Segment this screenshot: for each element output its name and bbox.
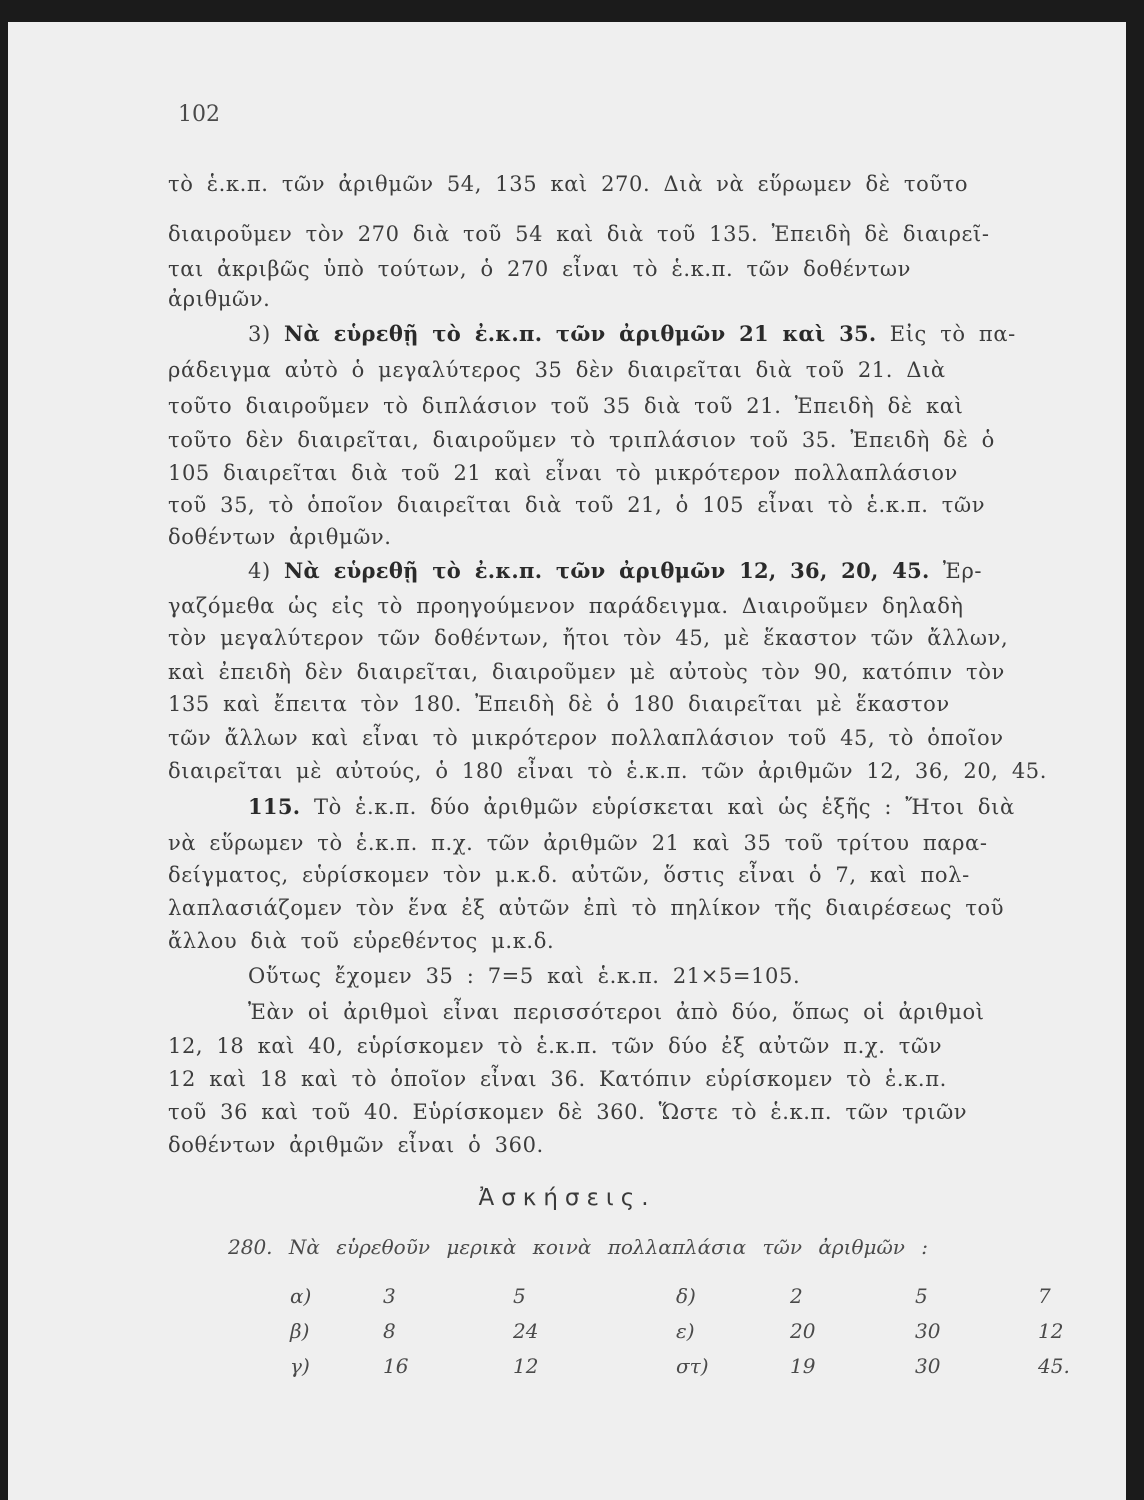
line-text: διαιροῦμεν τὸν 270 διὰ τοῦ 54 καὶ διὰ τοῦ 135. Ἐπειδὴ δὲ διαιρεῖ- (168, 222, 990, 246)
problem-number: 3) (248, 322, 285, 346)
line-text: λαπλασιάζομεν τὸν ἕνα ἐξ αὐτῶν ἐπὶ τὸ πηλίκον τῆς διαιρέσεως τοῦ (168, 896, 1005, 920)
exercise-label: στ) (676, 1354, 709, 1378)
line-text: 12 καὶ 18 καὶ τὸ ὁποῖον εἶναι 36. Κατόπιν εὑρίσκομεν τὸ ἑ.κ.π. (168, 1067, 947, 1091)
problem-first-line (168, 555, 1118, 587)
line-text: ἀριθμῶν. (168, 287, 271, 311)
line-text: τοῦτο δὲν διαιρεῖται, διαιροῦμεν τὸ τριπλάσιον τοῦ 35. Ἐπειδὴ δὲ ὁ (168, 428, 995, 452)
problem-number: 115. (248, 794, 314, 819)
exercise-number: 8 (383, 1319, 396, 1343)
exercise-number: 24 (513, 1319, 539, 1343)
line-text: Εἰς τὸ πα- (876, 322, 1016, 346)
exercise-number: 20 (790, 1319, 816, 1343)
line-text: ται ἀκριβῶς ὑπὸ τούτων, ὁ 270 εἶναι τὸ ἑ.κ.π. τῶν δοθέντων (168, 257, 912, 281)
exercise-number: 7 (1038, 1284, 1051, 1308)
text-line (168, 1097, 1118, 1128)
exercise-label: γ) (290, 1354, 310, 1378)
exercise-number: 12 (513, 1354, 539, 1378)
text-line (168, 893, 1118, 924)
text-line (168, 756, 1118, 787)
text-line (168, 860, 1118, 891)
text-line (168, 657, 1118, 688)
text-line (168, 355, 1118, 386)
page-number: 102 (178, 102, 220, 127)
text-line (168, 828, 1118, 859)
line-text: Οὕτως ἔχομεν 35 : 7=5 καὶ ἑ.κ.π. 21×5=105. (248, 964, 801, 988)
text-line (168, 284, 1118, 315)
exercise-number: 16 (383, 1354, 409, 1378)
exercise-number: 2 (790, 1284, 803, 1308)
exercise-number: 30 (915, 1319, 941, 1343)
exercise-title: 280. Νὰ εὑρεθοῦν μερικὰ κοινὰ πολλαπλάσια τῶν ἀριθμῶν : (228, 1235, 929, 1259)
text-line (168, 1031, 1118, 1062)
exercise-number: 12 (1038, 1319, 1064, 1343)
text-line (168, 219, 1118, 250)
problem-number: 4) (248, 559, 285, 583)
line-text: τοῦ 35, τὸ ὁποῖον διαιρεῖται διὰ τοῦ 21, ὁ 105 εἶναι τὸ ἑ.κ.π. τῶν (168, 493, 986, 517)
text-line (168, 623, 1118, 654)
exercise-label: ε) (676, 1319, 695, 1343)
exercise-number: 3 (383, 1284, 396, 1308)
exercise-label: δ) (676, 1284, 696, 1308)
book-page (8, 22, 1126, 1500)
text-line (168, 458, 1118, 489)
exercise-number: 5 (915, 1284, 928, 1308)
exercises-heading: Ἀσκήσεις. (478, 1185, 656, 1211)
line-text: τὸ ἑ.κ.π. τῶν ἀριθμῶν 54, 135 καὶ 270. Διὰ νὰ εὕρωμεν δὲ τοῦτο (168, 172, 969, 196)
text-line (168, 723, 1118, 754)
text-line (168, 926, 1118, 957)
problem-first-line (168, 791, 1118, 823)
line-text: νὰ εὕρωμεν τὸ ἑ.κ.π. π.χ. τῶν ἀριθμῶν 21 καὶ 35 τοῦ τρίτου παρα- (168, 831, 988, 855)
exercise-number: 19 (790, 1354, 816, 1378)
text-line (168, 591, 1118, 622)
line-text: δοθέντων ἀριθμῶν. (168, 525, 392, 549)
problem-first-line (168, 318, 1118, 350)
exercise-label: α) (290, 1284, 312, 1308)
line-text: τῶν ἄλλων καὶ εἶναι τὸ μικρότερον πολλαπλάσιον τοῦ 45, τὸ ὁποῖον (168, 726, 1004, 750)
text-line (168, 425, 1118, 456)
line-text: ράδειγμα αὐτὸ ὁ μεγαλύτερος 35 δὲν διαιρεῖται διὰ τοῦ 21. Διὰ (168, 358, 946, 382)
text-line (168, 169, 1118, 200)
line-text: δείγματος, εὑρίσκομεν τὸν μ.κ.δ. αὐτῶν, ὅστις εἶναι ὁ 7, καὶ πολ- (168, 863, 970, 887)
text-line (168, 689, 1118, 720)
line-text: ἄλλου διὰ τοῦ εὑρεθέντος μ.κ.δ. (168, 929, 555, 953)
line-text: τοῦτο διαιροῦμεν τὸ διπλάσιον τοῦ 35 διὰ τοῦ 21. Ἐπειδὴ δὲ καὶ (168, 394, 964, 418)
paragraph-first-line (168, 997, 1118, 1028)
exercise-number: 45. (1038, 1354, 1070, 1378)
text-line (168, 1064, 1118, 1095)
line-text: Τὸ ἑ.κ.π. δύο ἀριθμῶν εὑρίσκεται καὶ ὡς ἑξῆς : Ἤτοι διὰ (313, 795, 1015, 819)
line-text: Ἐρ- (929, 559, 983, 583)
text-line (168, 1130, 1118, 1161)
problem-statement: Νὰ εὑρεθῇ τὸ ἐ.κ.π. τῶν ἀριθμῶν 12, 36, 20, 45. (284, 558, 930, 583)
line-text: διαιρεῖται μὲ αὐτούς, ὁ 180 εἶναι τὸ ἑ.κ.π. τῶν ἀριθμῶν 12, 36, 20, 45. (168, 759, 1048, 783)
text-line (168, 254, 1118, 285)
text-line (168, 522, 1118, 553)
line-text: δοθέντων ἀριθμῶν εἶναι ὁ 360. (168, 1133, 544, 1157)
line-text: 135 καὶ ἔπειτα τὸν 180. Ἐπειδὴ δὲ ὁ 180 διαιρεῖται μὲ ἕκαστον (168, 692, 950, 716)
exercise-label: β) (290, 1319, 310, 1343)
problem-statement: Νὰ εὑρεθῇ τὸ ἐ.κ.π. τῶν ἀριθμῶν 21 καὶ 35. (284, 321, 877, 346)
text-line (168, 391, 1118, 422)
exercise-number: 5 (513, 1284, 526, 1308)
line-text: Ἐὰν οἱ ἀριθμοὶ εἶναι περισσότεροι ἀπὸ δύο, ὅπως οἱ ἀριθμοὶ (248, 1000, 985, 1024)
exercise-number: 30 (915, 1354, 941, 1378)
line-text: γαζόμεθα ὡς εἰς τὸ προηγούμενον παράδειγμα. Διαιροῦμεν δηλαδὴ (168, 594, 964, 618)
line-text: 12, 18 καὶ 40, εὑρίσκομεν τὸ ἑ.κ.π. τῶν δύο ἐξ αὐτῶν π.χ. τῶν (168, 1034, 943, 1058)
line-text: τὸν μεγαλύτερον τῶν δοθέντων, ἤτοι τὸν 45, μὲ ἕκαστον τῶν ἄλλων, (168, 626, 1009, 650)
line-text: 105 διαιρεῖται διὰ τοῦ 21 καὶ εἶναι τὸ μικρότερον πολλαπλάσιον (168, 461, 958, 485)
line-text: καὶ ἐπειδὴ δὲν διαιρεῖται, διαιροῦμεν μὲ αὐτοὺς τὸν 90, κατόπιν τὸν (168, 660, 1005, 684)
line-text: τοῦ 36 καὶ τοῦ 40. Εὑρίσκομεν δὲ 360. Ὥστε τὸ ἑ.κ.π. τῶν τριῶν (168, 1100, 968, 1124)
equation-line (168, 961, 1118, 992)
text-line (168, 490, 1118, 521)
